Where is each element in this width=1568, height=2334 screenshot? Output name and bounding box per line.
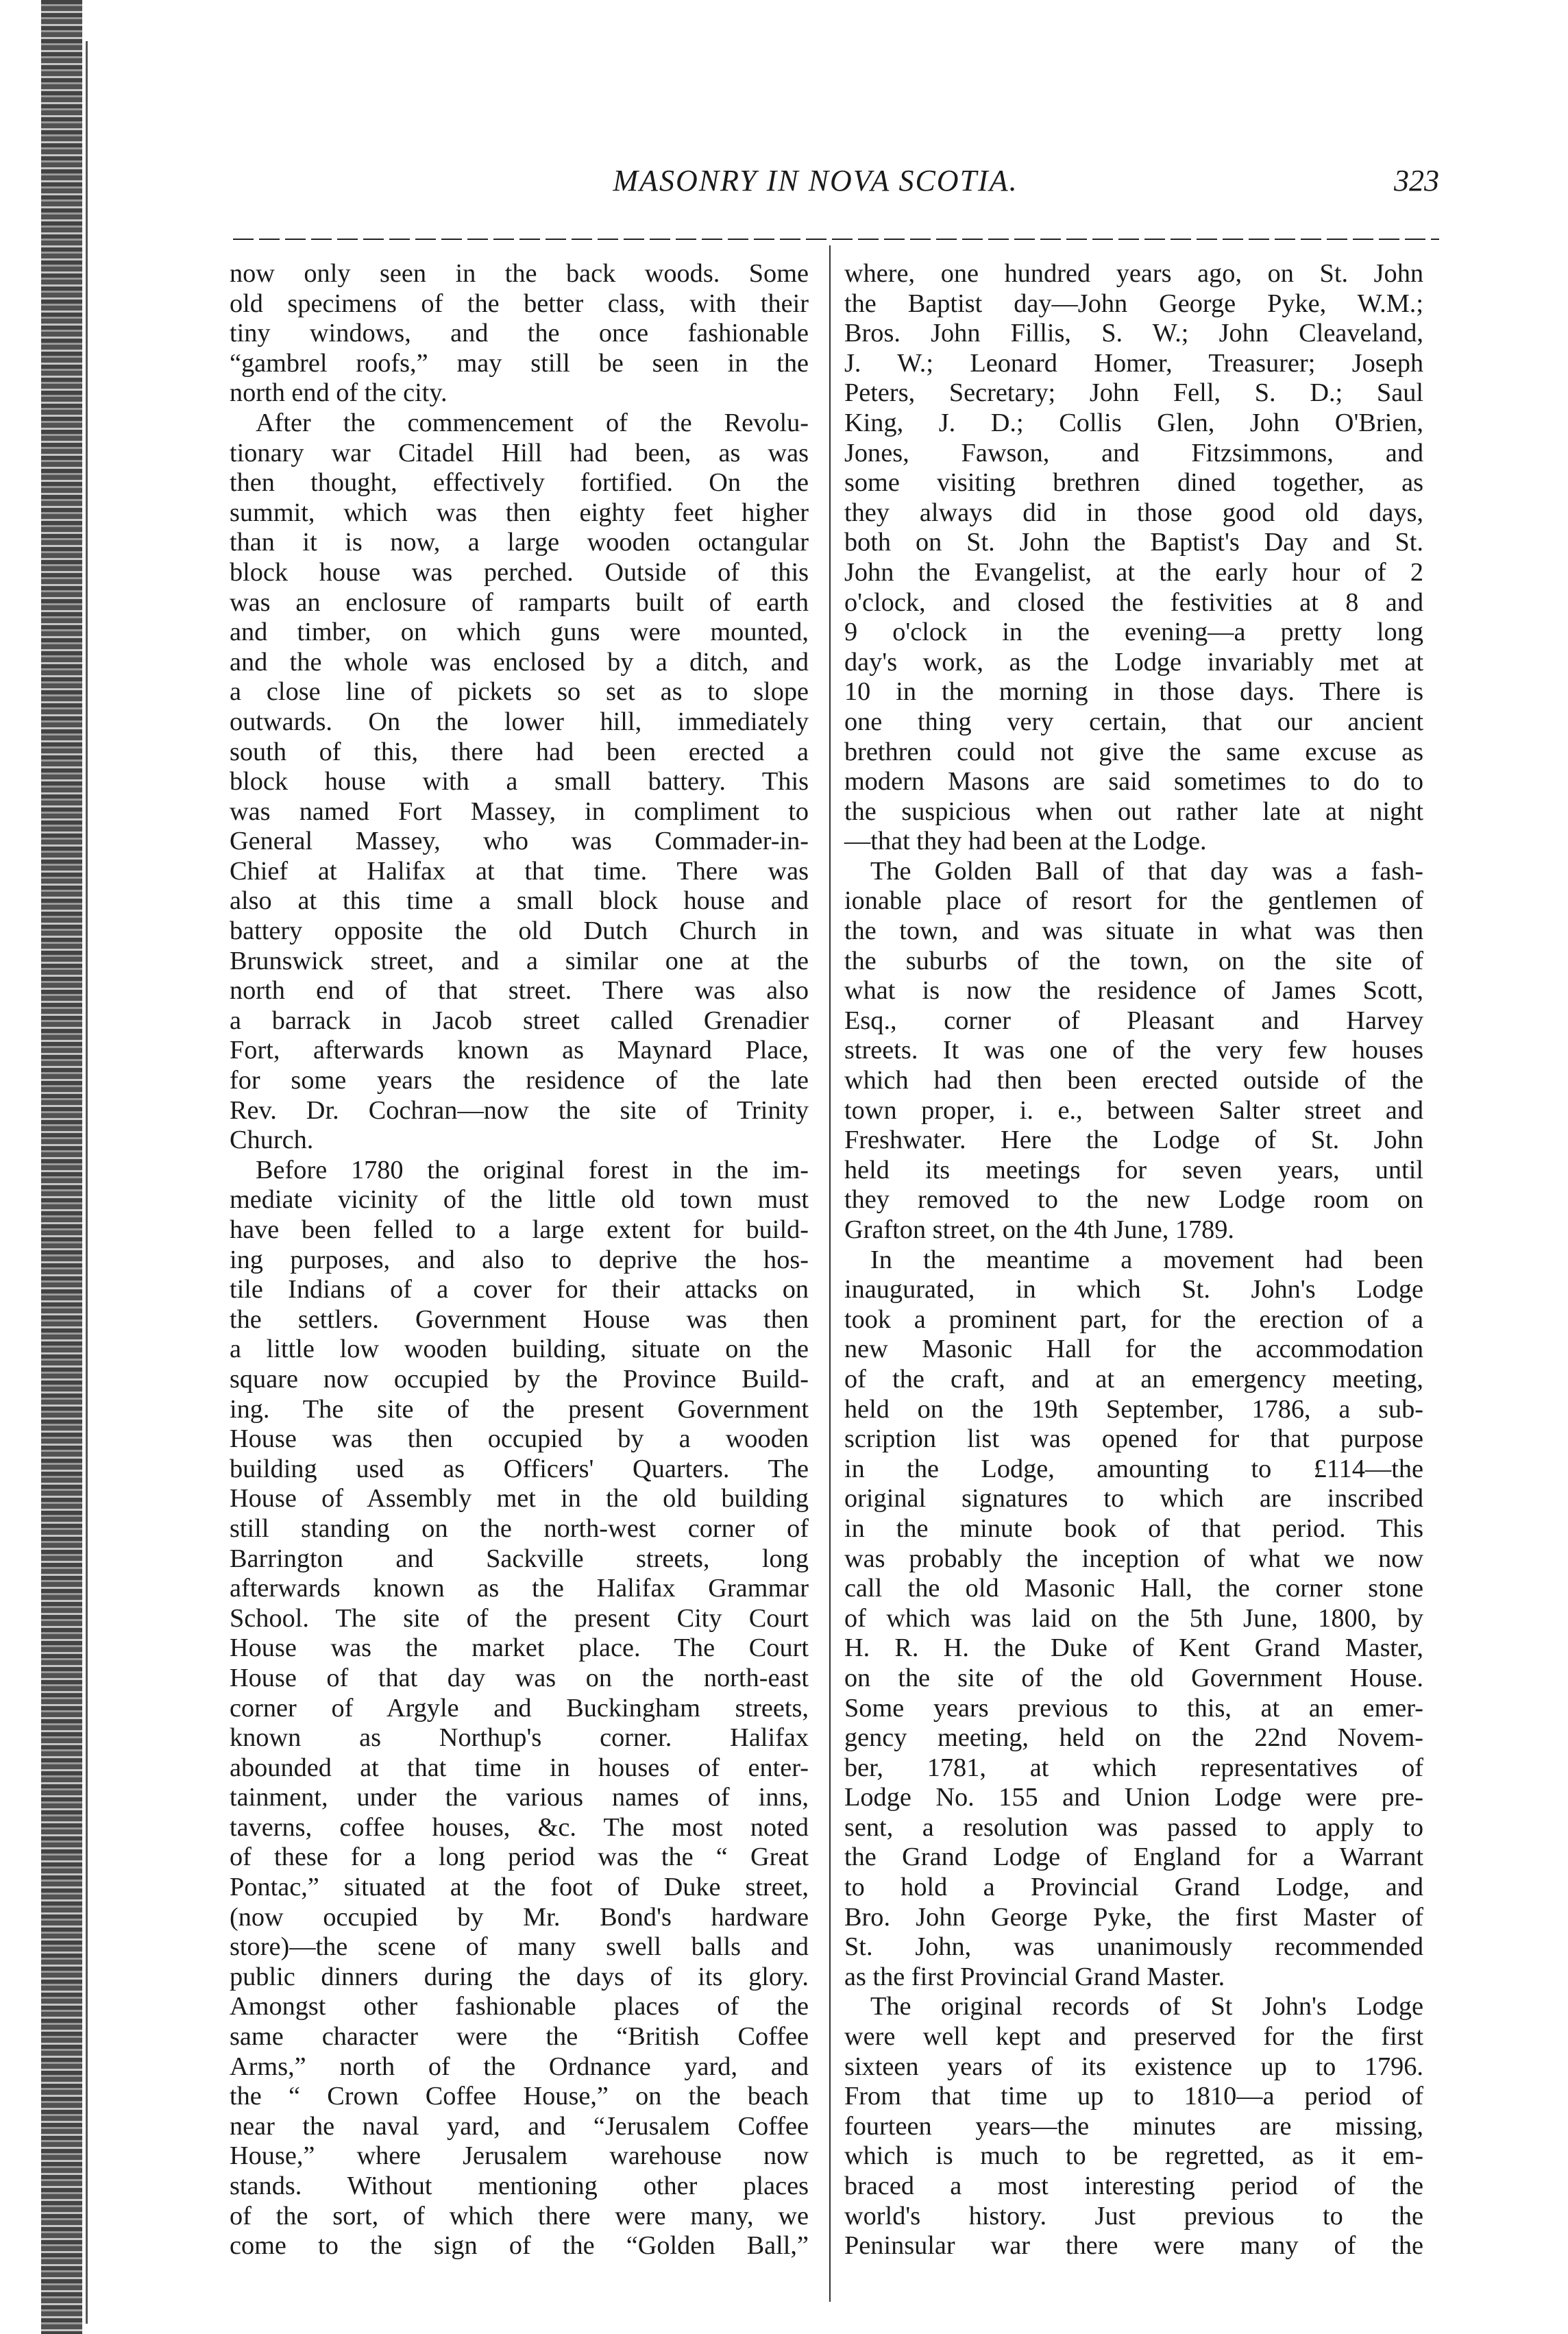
text-line: still standing on the north-west corner of — [230, 1514, 809, 1543]
left-text-column — [230, 259, 809, 2261]
text-line: was named Fort Massey, in compliment to — [230, 797, 809, 826]
text-line: building used as Officers' Quarters. The — [230, 1454, 809, 1483]
text-line: tiny windows, and the once fashionable — [230, 319, 809, 348]
text-line: summit, which was then eighty feet higher — [230, 498, 809, 527]
text-line: come to the sign of the “Golden Ball,” — [230, 2231, 809, 2261]
text-line: call the old Masonic Hall, the corner stone — [844, 1574, 1423, 1603]
text-line: on the site of the old Government House. — [844, 1663, 1423, 1692]
text-line: Jones, Fawson, and Fitzsimmons, and — [844, 438, 1423, 467]
text-line: Bros. John Fillis, S. W.; John Cleaveland, — [844, 319, 1423, 348]
text-line: Chief at Halifax at that time. There was — [230, 856, 809, 886]
text-line: tainment, under the various names of inns, — [230, 1783, 809, 1812]
text-line: —that they had been at the Lodge. — [844, 827, 1207, 856]
text-line: House was then occupied by a wooden — [230, 1424, 809, 1454]
text-line: was probably the inception of what we now — [844, 1544, 1423, 1573]
text-line: a barrack in Jacob street called Grenadier — [230, 1006, 809, 1035]
text-line: also at this time a small block house and — [230, 886, 809, 916]
text-line: store)—the scene of many swell balls and — [230, 1932, 809, 1962]
text-line: streets. It was one of the very few houses — [844, 1036, 1423, 1065]
text-line: which had then been erected outside of the — [844, 1066, 1423, 1095]
text-line: of these for a long period was the “ Great — [230, 1843, 809, 1872]
text-line: the town, and was situate in what was then — [844, 916, 1423, 946]
text-line: held on the 19th September, 1786, a sub- — [844, 1394, 1423, 1424]
text-line: than it is now, a large wooden octangular — [230, 528, 809, 557]
text-line: o'clock, and closed the festivities at 8 and — [844, 587, 1423, 617]
text-line: were well kept and preserved for the first — [844, 2022, 1423, 2052]
text-line: Church. — [230, 1126, 314, 1155]
text-line: now only seen in the back woods. Some — [230, 259, 809, 288]
text-line: sixteen years of its existence up to 1796. — [844, 2052, 1423, 2081]
text-line: of the craft, and at an emergency meeting, — [844, 1364, 1423, 1394]
text-line: a close line of pickets so set as to slope — [230, 677, 809, 707]
text-line: ionable place of resort for the gentlemen of — [844, 886, 1423, 916]
text-line: 10 in the morning in those days. There is — [844, 677, 1423, 707]
book-binding-edge — [41, 0, 82, 2334]
binding-shadow-line — [86, 41, 88, 2324]
text-line: The original records of St John's Lodge — [870, 1992, 1423, 2021]
text-line: scription list was opened for that purpose — [844, 1424, 1423, 1454]
text-line: the suspicious when out rather late at night — [844, 797, 1423, 826]
text-line: corner of Argyle and Buckingham streets, — [230, 1693, 809, 1723]
text-line: Peninsular war there were many of the — [844, 2231, 1423, 2261]
text-line: House,” where Jerusalem warehouse now — [230, 2141, 809, 2171]
text-line: in the Lodge, amounting to £114—the — [844, 1454, 1423, 1483]
text-line: the Grand Lodge of England for a Warrant — [844, 1843, 1423, 1872]
text-line: gency meeting, held on the 22nd Novem- — [844, 1723, 1423, 1753]
right-text-column — [844, 259, 1423, 2261]
text-line: After the commencement of the Revolu- — [256, 408, 809, 437]
text-line: have been felled to a large extent for build- — [230, 1215, 809, 1244]
text-line: some visiting brethren dined together, as — [844, 468, 1423, 498]
text-line: as the first Provincial Grand Master. — [844, 1962, 1225, 1991]
page-number: 323 — [1394, 164, 1439, 197]
text-line: north end of the city. — [230, 378, 448, 408]
text-line: House of that day was on the north-east — [230, 1663, 809, 1692]
text-line: House was the market place. The Court — [230, 1633, 809, 1663]
text-line: ing purposes, and also to deprive the hos- — [230, 1245, 809, 1274]
text-line: In the meantime a movement had been — [870, 1245, 1423, 1274]
text-line: same character were the “British Coffee — [230, 2022, 809, 2052]
text-line: battery opposite the old Dutch Church in — [230, 916, 809, 946]
text-line: Some years previous to this, at an emer- — [844, 1693, 1423, 1723]
text-line: The Golden Ball of that day was a fash- — [870, 856, 1423, 886]
text-line: held its meetings for seven years, until — [844, 1155, 1423, 1184]
text-line: General Massey, who was Commader-in- — [230, 827, 809, 856]
text-line: Freshwater. Here the Lodge of St. John — [844, 1126, 1423, 1155]
text-line: in the minute book of that period. This — [844, 1514, 1423, 1543]
running-title: MASONRY IN NOVA SCOTIA. — [613, 164, 1018, 197]
text-line: sent, a resolution was passed to apply to — [844, 1812, 1423, 1842]
text-line: tile Indians of a cover for their attacks on — [230, 1275, 809, 1304]
text-line: From that time up to 1810—a period of — [844, 2082, 1423, 2111]
text-line: the “ Crown Coffee House,” on the beach — [230, 2082, 809, 2111]
text-line: Fort, afterwards known as Maynard Place, — [230, 1036, 809, 1065]
text-line: tionary war Citadel Hill had been, as was — [230, 438, 809, 467]
text-line: Pontac,” situated at the foot of Duke street, — [230, 1873, 809, 1902]
text-line: was an enclosure of ramparts built of earth — [230, 587, 809, 617]
text-line: for some years the residence of the late — [230, 1066, 809, 1095]
text-line: new Masonic Hall for the accommodation — [844, 1335, 1423, 1364]
text-line: south of this, there had been erected a — [230, 737, 809, 766]
text-line: day's work, as the Lodge invariably met at — [844, 647, 1423, 677]
text-line: square now occupied by the Province Build- — [230, 1364, 809, 1394]
text-line: they always did in those good old days, — [844, 498, 1423, 527]
text-line: (now occupied by Mr. Bond's hardware — [230, 1902, 809, 1932]
text-line: 9 o'clock in the evening—a pretty long — [844, 618, 1423, 647]
text-line: then thought, effectively fortified. On the — [230, 468, 809, 498]
text-line: afterwards known as the Halifax Grammar — [230, 1574, 809, 1603]
text-line: braced a most interesting period of the — [844, 2172, 1423, 2200]
text-line: world's history. Just previous to the — [844, 2201, 1423, 2230]
text-line: inaugurated, in which St. John's Lodge — [844, 1275, 1423, 1304]
text-line: Rev. Dr. Cochran—now the site of Trinity — [230, 1095, 809, 1125]
text-line: Before 1780 the original forest in the im- — [256, 1155, 809, 1184]
text-line: taverns, coffee houses, &c. The most noted — [230, 1812, 809, 1842]
text-line: H. R. H. the Duke of Kent Grand Master, — [844, 1633, 1423, 1663]
text-line: the settlers. Government House was then — [230, 1304, 809, 1334]
text-line: both on St. John the Baptist's Day and St. — [844, 528, 1423, 557]
text-line: School. The site of the present City Court — [230, 1603, 809, 1633]
text-line: the suburbs of the town, on the site of — [844, 946, 1423, 975]
text-line: Grafton street, on the 4th June, 1789. — [844, 1215, 1235, 1244]
text-line: House of Assembly met in the old building — [230, 1484, 809, 1514]
page-header — [192, 163, 1439, 211]
text-line: to hold a Provincial Grand Lodge, and — [844, 1873, 1423, 1902]
text-line: public dinners during the days of its glory. — [230, 1962, 809, 1991]
text-line: original signatures to which are inscribed — [844, 1484, 1423, 1514]
text-line: brethren could not give the same excuse as — [844, 737, 1423, 766]
text-line: of which was laid on the 5th June, 1800, by — [844, 1603, 1423, 1633]
text-line: abounded at that time in houses of enter- — [230, 1753, 809, 1782]
text-line: block house with a small battery. This — [230, 767, 809, 797]
text-line: stands. Without mentioning other places — [230, 2172, 809, 2200]
text-line: and timber, on which guns were mounted, — [230, 618, 809, 647]
text-line: Bro. John George Pyke, the first Master of — [844, 1902, 1423, 1932]
text-line: known as Northup's corner. Halifax — [230, 1723, 809, 1753]
text-line: north end of that street. There was also — [230, 976, 809, 1006]
text-line: fourteen years—the minutes are missing, — [844, 2111, 1423, 2141]
text-line: took a prominent part, for the erection of a — [844, 1304, 1423, 1334]
column-divider — [829, 245, 831, 2302]
text-line: mediate vicinity of the little old town must — [230, 1185, 809, 1215]
text-line: Esq., corner of Pleasant and Harvey — [844, 1006, 1423, 1035]
text-line: ber, 1781, at which representatives of — [844, 1753, 1423, 1782]
header-rule — [233, 239, 1439, 240]
text-line: Peters, Secretary; John Fell, S. D.; Saul — [844, 378, 1423, 408]
text-line: Arms,” north of the Ordnance yard, and — [230, 2052, 809, 2081]
text-line: where, one hundred years ago, on St. John — [844, 259, 1423, 288]
text-line: Lodge No. 155 and Union Lodge were pre- — [844, 1783, 1423, 1812]
text-line: St. John, was unanimously recommended — [844, 1932, 1423, 1962]
text-line: of the sort, of which there were many, we — [230, 2201, 809, 2230]
text-line: John the Evangelist, at the early hour of 2 — [844, 557, 1423, 587]
text-line: block house was perched. Outside of this — [230, 557, 809, 587]
text-line: they removed to the new Lodge room on — [844, 1185, 1423, 1215]
text-line: a little low wooden building, situate on the — [230, 1335, 809, 1364]
text-line: one thing very certain, that our ancient — [844, 707, 1423, 736]
text-line: modern Masons are said sometimes to do to — [844, 767, 1423, 797]
text-line: Amongst other fashionable places of the — [230, 1992, 809, 2021]
text-line: near the naval yard, and “Jerusalem Coffee — [230, 2111, 809, 2141]
text-line: old specimens of the better class, with their — [230, 289, 809, 318]
text-line: what is now the residence of James Scott, — [844, 976, 1423, 1006]
text-line: the Baptist day—John George Pyke, W.M.; — [844, 289, 1423, 318]
text-line: Barrington and Sackville streets, long — [230, 1544, 809, 1573]
text-line: King, J. D.; Collis Glen, John O'Brien, — [844, 408, 1423, 437]
text-line: which is much to be regretted, as it em- — [844, 2141, 1423, 2171]
text-line: town proper, i. e., between Salter street and — [844, 1095, 1423, 1125]
text-line: J. W.; Leonard Homer, Treasurer; Joseph — [844, 348, 1423, 378]
text-line: and the whole was enclosed by a ditch, and — [230, 647, 809, 677]
text-line: ing. The site of the present Government — [230, 1394, 809, 1424]
text-line: “gambrel roofs,” may still be seen in the — [230, 348, 809, 378]
text-line: Brunswick street, and a similar one at the — [230, 946, 809, 975]
text-line: outwards. On the lower hill, immediately — [230, 707, 809, 736]
